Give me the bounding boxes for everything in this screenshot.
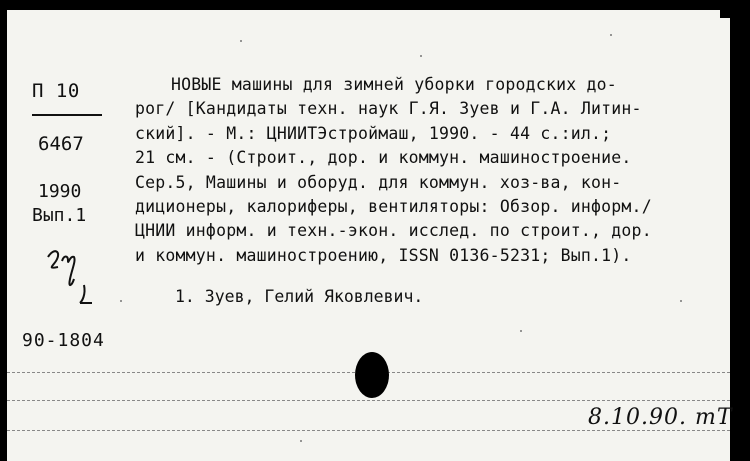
year: 1990: [38, 181, 82, 202]
scan-edge-left: [0, 0, 7, 461]
ruled-line: [7, 430, 730, 431]
shelf-mark: П 10: [32, 80, 80, 102]
speck: [680, 300, 682, 302]
punch-hole: [355, 352, 389, 398]
author-tracing: 1. Зуев, Гелий Яковлевич.: [175, 287, 424, 306]
handwritten-date: 8.10.90. mT: [588, 405, 733, 430]
scan-edge-right: [730, 0, 750, 461]
description-line: рог/ [Кандидаты техн. наук Г.Я. Зуев и Г.А. Литин-: [135, 99, 642, 119]
speck: [420, 55, 422, 57]
speck: [610, 34, 612, 36]
shelf-mark-rule: [32, 114, 102, 116]
speck: [300, 440, 302, 442]
inventory-number: 90-1804: [22, 330, 105, 351]
description-line: ский]. - М.: ЦНИИТЭстроймаш, 1990. - 44 с.:ил.;: [135, 123, 612, 143]
speck: [240, 40, 242, 42]
scan-edge-top: [0, 0, 750, 10]
scan-edge-corner: [720, 0, 750, 18]
description-line: 21 см. - (Строит., дор. и коммун. машиностроение.: [135, 148, 632, 168]
bibliographic-description: [135, 73, 720, 268]
description-line: ЦНИИ информ. и техн.-экон. исслед. по строит., дор.: [135, 221, 652, 241]
issue-number: Вып.1: [32, 205, 87, 226]
description-line: и коммун. машиностроению, ISSN 0136-5231; Вып.1).: [135, 245, 632, 265]
accession-number: 6467: [38, 133, 84, 155]
description-line: НОВЫЕ машины для зимней уборки городских до-: [171, 75, 617, 94]
speck: [120, 300, 122, 302]
speck: [520, 330, 522, 332]
ruled-line: [7, 400, 730, 401]
description-line: Сер.5, Машины и оборуд. для коммун. хоз-ва, кон-: [135, 172, 622, 192]
description-line: диционеры, калориферы, вентиляторы: Обзор. информ./: [135, 197, 652, 217]
handwritten-initials: [42, 245, 102, 315]
